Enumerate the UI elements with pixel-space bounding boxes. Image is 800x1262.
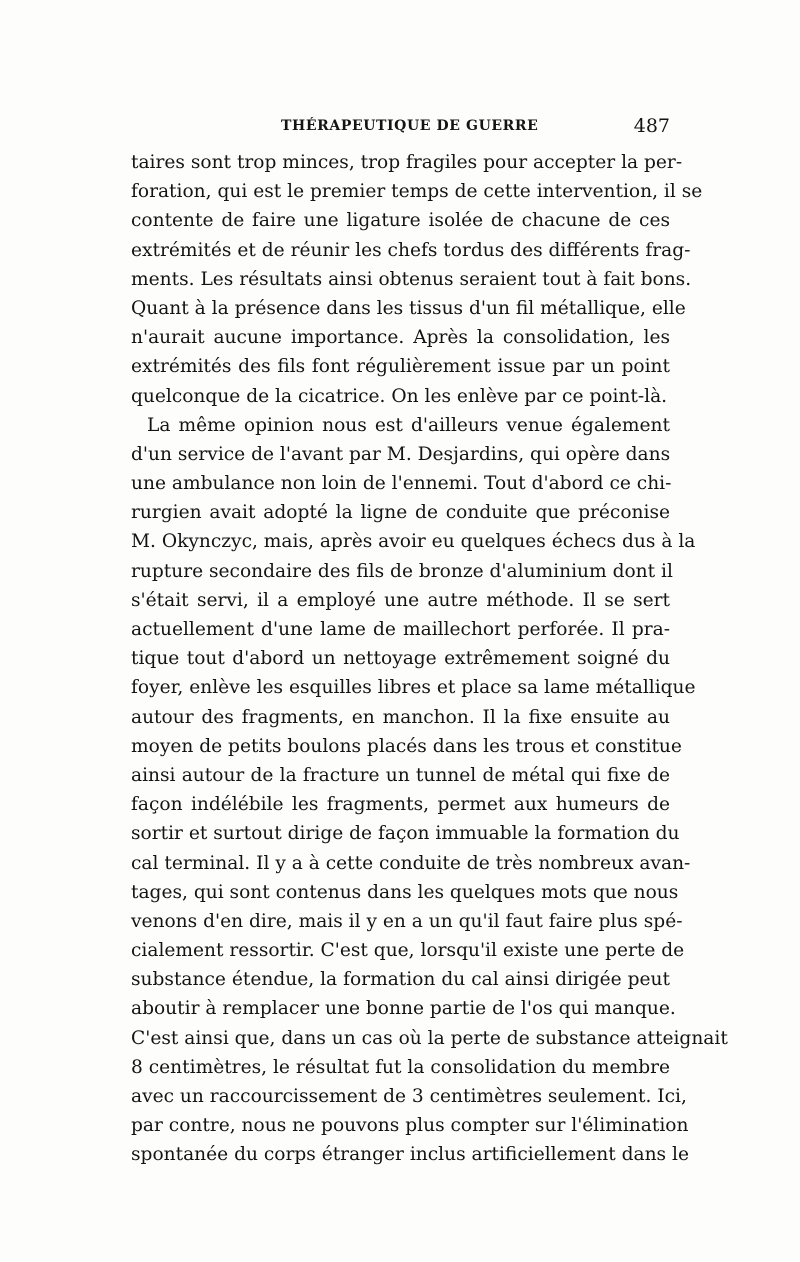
- page-number: 487: [633, 115, 670, 137]
- text-line: foration, qui est le premier temps de cette intervention, il se: [131, 181, 703, 203]
- text-line: C'est ainsi que, dans un cas où la perte de substance atteignait: [131, 1027, 728, 1049]
- text-line: Quant à la présence dans les tissus d'un fil métallique, elle: [131, 297, 686, 319]
- text-line: cialement ressortir. C'est que, lorsqu'il existe une perte de: [131, 940, 685, 962]
- text-line: rupture secondaire des fils de bronze d'aluminium dont il: [131, 560, 673, 582]
- text-line: autour des fragments, en manchon. Il la fixe ensuite au: [131, 706, 670, 728]
- text-line: d'un service de l'avant par M. Desjardins, qui opère dans: [131, 443, 671, 465]
- running-title: THÉRAPEUTIQUE DE GUERRE: [281, 118, 539, 134]
- text-line: ments. Les résultats ainsi obtenus seraient tout à fait bons.: [131, 268, 692, 290]
- body-text: [131, 148, 728, 1170]
- text-line: M. Okynczyc, mais, après avoir eu quelques échecs dus à la: [131, 531, 696, 553]
- running-head: [131, 115, 670, 140]
- text-line: extrémités des fils font régulièrement issue par un point: [131, 356, 670, 378]
- text-line: taires sont trop minces, trop fragiles pour accepter la per-: [131, 152, 683, 173]
- text-line: aboutir à remplacer une bonne partie de l'os qui manque.: [131, 998, 676, 1020]
- text-line: venons d'en dire, mais il y en a un qu'il faut faire plus spé-: [131, 910, 683, 932]
- text-line: 8 centimètres, le résultat fut la consolidation du membre: [131, 1056, 670, 1078]
- text-line: tique tout d'abord un nettoyage extrêmement soigné du: [131, 648, 670, 670]
- text-line: spontanée du corps étranger inclus artificiellement dans le: [131, 1144, 689, 1166]
- text-line: tages, qui sont contenus dans les quelques mots que nous: [131, 881, 679, 903]
- text-line: rurgien avait adopté la ligne de conduite que préconise: [131, 502, 670, 524]
- text-line: cal terminal. Il y a à cette conduite de très nombreux avan-: [131, 852, 691, 874]
- text-line: contente de faire une ligature isolée de chacune de ces: [131, 210, 670, 232]
- text-line: substance étendue, la formation du cal ainsi dirigée peut: [131, 969, 670, 991]
- text-line: actuellement d'une lame de maillechort perforée. Il pra-: [131, 619, 670, 640]
- text-line: ainsi autour de la fracture un tunnel de métal qui fixe de: [131, 764, 670, 786]
- text-line: quelconque de la cicatrice. On les enlève par ce point-là.: [131, 385, 668, 407]
- text-line: foyer, enlève les esquilles libres et place sa lame métallique: [131, 677, 696, 699]
- text-line: sortir et surtout dirige de façon immuable la formation du: [131, 823, 680, 845]
- text-line: par contre, nous ne pouvons plus compter sur l'élimination: [131, 1115, 689, 1137]
- text-line: moyen de petits boulons placés dans les trous et constitue: [131, 735, 682, 757]
- text-line: une ambulance non loin de l'ennemi. Tout d'abord ce chi-: [131, 473, 672, 495]
- text-line: s'était servi, il a employé une autre méthode. Il se sert: [131, 589, 670, 611]
- text-line: extrémités et de réunir les chefs tordus des différents frag-: [131, 239, 691, 261]
- paragraph-first-line: La même opinion nous est d'ailleurs venue également: [147, 414, 670, 436]
- text-line: façon indélébile les fragments, permet aux humeurs de: [131, 794, 670, 816]
- text-line: n'aurait aucune importance. Après la consolidation, les: [131, 327, 670, 349]
- text-line: avec un raccourcissement de 3 centimètres seulement. Ici,: [131, 1086, 687, 1107]
